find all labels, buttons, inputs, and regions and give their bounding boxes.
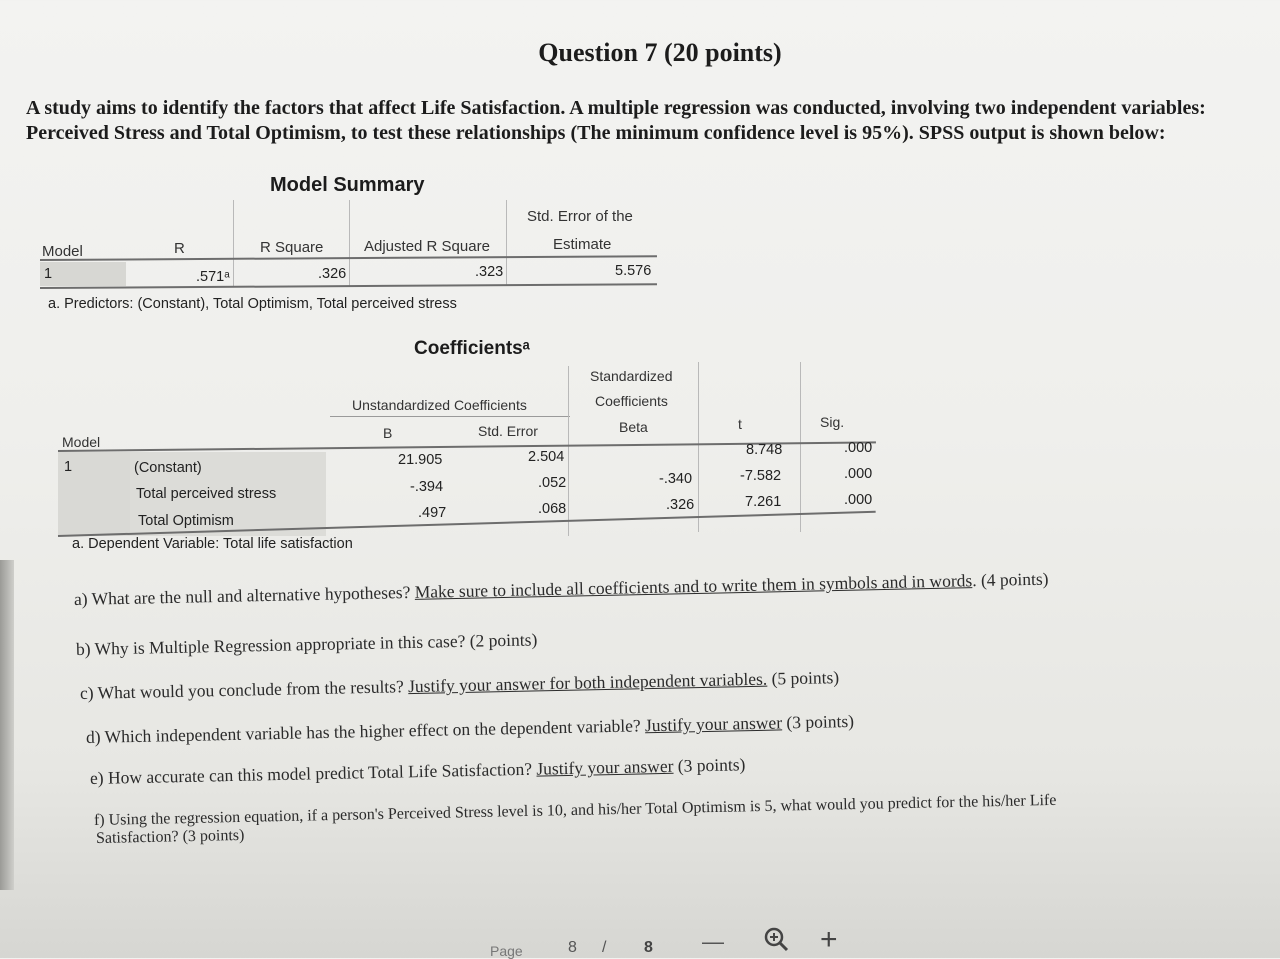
question-d-text: d) Which independent variable has the higher effect on the dependent variable? (85, 715, 646, 747)
question-c-text: c) What would you conclude from the results? (79, 676, 409, 703)
cf-cell-b: -.394 (410, 479, 444, 495)
question-a-points: . (4 points) (971, 568, 1049, 591)
ms-cell-adj-r-square: .323 (475, 264, 504, 280)
question-intro: A study aims to identify the factors that affect Life Satisfaction. A multiple regression was conducted, involving two independent variables: Perceived Stress and Total Optimism, to test these relationships (The minimum confidence level is 95%). SPSS output is shown below: (26, 97, 1206, 144)
total-pages: 8 (644, 939, 653, 956)
cf-cell-t: 8.748 (746, 442, 783, 458)
ms-cell-model: 1 (44, 266, 53, 282)
question-c-underlined: Justify your answer for both independent variables. (407, 668, 768, 697)
cf-cell-se: .052 (538, 475, 567, 491)
question-f-line1: f) Using the regression equation, if a person's Perceived Stress level is 10, and his/her Total Optimism is 5, what would you predict for the his/her Life (93, 791, 1057, 829)
ms-header-se-line1: Std. Error of the (527, 208, 633, 225)
ms-cell-se: 5.576 (615, 263, 652, 279)
cf-cell-b: .497 (418, 505, 447, 521)
cf-cell-sig: .000 (844, 466, 873, 482)
question-e-underlined: Justify your answer (536, 755, 674, 779)
table-divider (233, 200, 234, 286)
question-b: b) Why is Multiple Regression appropriate in this case? (2 points) (75, 629, 538, 659)
ms-header-model: Model (42, 243, 83, 260)
cf-cell-t: 7.261 (745, 494, 782, 510)
coefficients-title: Coefficientsᵃ (414, 338, 530, 359)
question-e-points: (3 points) (673, 754, 746, 776)
table-divider (349, 200, 350, 286)
screen-edge (0, 560, 14, 890)
cf-cell-b: 21.905 (398, 452, 443, 468)
cf-cell-t: -7.582 (740, 468, 782, 484)
cf-header-sig: Sig. (820, 414, 845, 430)
cf-cell-beta: .326 (666, 497, 695, 513)
cf-header-t: t (738, 416, 742, 432)
ms-row-label-shade (40, 262, 126, 286)
question-d-underlined: Justify your answer (644, 712, 783, 736)
cf-header-b: B (383, 425, 393, 441)
question-e (90, 754, 746, 789)
question-a-text: a) What are the null and alternative hypotheses? (73, 581, 415, 609)
question-d (86, 711, 854, 748)
table-divider (698, 362, 699, 532)
zoom-out-button[interactable]: — (702, 929, 724, 954)
ms-header-adj-r-square: Adjusted R Square (364, 238, 490, 255)
ms-cell-r-square: .326 (318, 266, 347, 282)
current-page-input[interactable]: 8 (568, 939, 577, 956)
question-e-text: e) How accurate can this model predict Total Life Satisfaction? (89, 758, 537, 788)
cf-footnote: a. Dependent Variable: Total life satisfaction (72, 536, 353, 552)
ms-header-r: R (174, 240, 185, 257)
cf-header-std-error: Std. Error (478, 423, 538, 439)
zoom-in-button[interactable]: + (820, 923, 838, 956)
question-f-line2: Satisfaction? (3 points) (95, 826, 245, 847)
page-separator: / (602, 939, 607, 956)
cf-row-label: Total Optimism (138, 513, 234, 529)
cf-header-model: Model (62, 434, 101, 450)
cf-header-subrule (330, 416, 570, 417)
ms-header-se-line2: Estimate (553, 236, 612, 253)
cf-model-number: 1 (64, 459, 73, 475)
question-a-underlined: Make sure to include all coefficients and to write them in symbols and in words (414, 570, 973, 602)
zoom-search-icon[interactable] (762, 925, 790, 953)
cf-cell-se: 2.504 (528, 449, 565, 465)
pdf-toolbar (480, 925, 880, 958)
cf-cell-sig: .000 (844, 440, 873, 456)
ms-cell-r: .571ᵃ (196, 269, 230, 285)
question-c-points: (5 points) (766, 667, 840, 689)
cf-row-label: (Constant) (134, 460, 202, 476)
question-a (74, 569, 1049, 610)
model-summary-title: Model Summary (270, 174, 425, 196)
question-title: Question 7 (20 points) (538, 38, 782, 67)
cf-header-unstd: Unstandardized Coefficients (352, 397, 527, 413)
page-label: Page (490, 943, 523, 959)
ms-header-r-square: R Square (260, 239, 324, 256)
cf-cell-sig: .000 (844, 492, 873, 508)
cf-header-std-line1: Standardized (590, 368, 673, 384)
question-c (80, 667, 840, 704)
cf-header-beta: Beta (619, 419, 648, 435)
cf-cell-beta: -.340 (659, 471, 693, 487)
ms-footnote: a. Predictors: (Constant), Total Optimism, Total perceived stress (48, 296, 457, 312)
cf-header-std-line2: Coefficients (595, 393, 668, 409)
cf-cell-se: .068 (538, 501, 567, 517)
question-d-points: (3 points) (781, 710, 855, 733)
cf-row-label: Total perceived stress (136, 486, 277, 502)
table-divider (568, 366, 569, 536)
table-divider (800, 362, 801, 532)
table-divider (506, 200, 507, 286)
